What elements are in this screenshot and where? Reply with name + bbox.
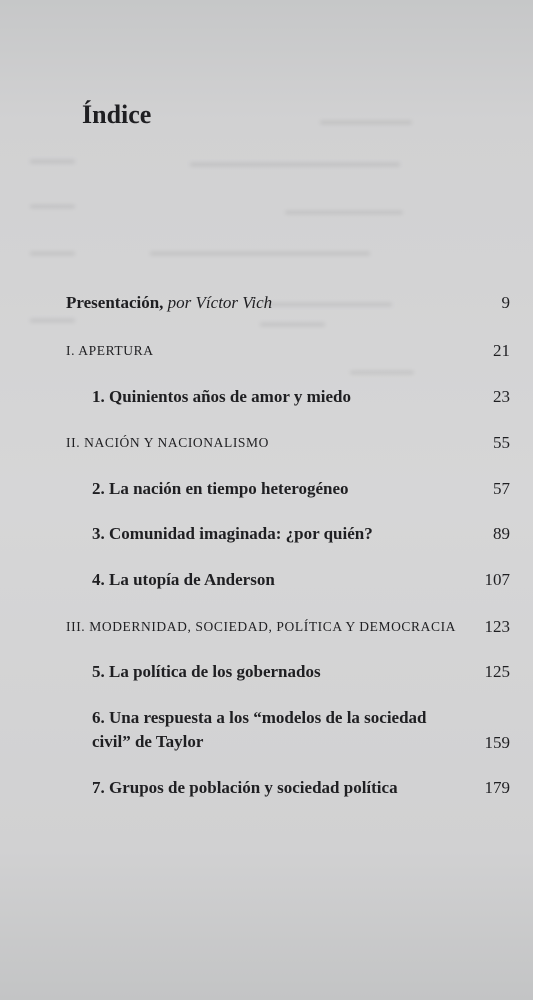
- show-through-line: [30, 160, 75, 163]
- toc-chapter-title: 5. La política de los gobernados: [92, 662, 321, 681]
- toc-part-title: I. APERTURA: [66, 343, 154, 358]
- toc-chapter-title: 2. La nación en tiempo heterogéneo: [92, 479, 349, 498]
- toc-chapter-page-number: 23: [493, 387, 510, 406]
- toc-part-apertura: [66, 340, 510, 362]
- toc-chapter-6: [92, 706, 510, 754]
- toc-part-modernidad: [66, 616, 510, 638]
- toc-chapter-title: 3. Comunidad imaginada: ¿por quién?: [92, 524, 373, 543]
- toc-chapter-page-number: 125: [484, 662, 510, 681]
- show-through-line: [260, 323, 325, 326]
- toc-entry-presentacion-by: por: [167, 293, 192, 312]
- toc-chapter-title: 7. Grupos de población y sociedad política: [92, 778, 398, 797]
- toc-part-nacion: [66, 432, 510, 454]
- toc-entry-title: [66, 292, 272, 314]
- toc-chapter-page-number: 179: [484, 778, 510, 797]
- toc-part-title: III. MODERNIDAD, SOCIEDAD, POLÍTICA Y DEMOCRACIA: [66, 619, 457, 634]
- toc-entry-presentacion-author: Víctor Vich: [195, 293, 273, 312]
- toc-part-title: II. NACIÓN Y NACIONALISMO: [66, 435, 269, 450]
- toc-entry-page-number: 9: [501, 293, 510, 312]
- toc-chapter-page-number: 159: [484, 733, 510, 752]
- show-through-line: [30, 205, 75, 208]
- show-through-line: [150, 252, 370, 255]
- toc-entry-presentacion: [66, 292, 510, 314]
- toc-part-page-number: 123: [484, 617, 510, 636]
- toc-chapter-title-line-2: civil” de Taylor: [92, 732, 204, 751]
- toc-chapter-title-line-1: 6. Una respuesta a los “modelos de la sociedad: [92, 708, 427, 727]
- toc-chapter-5: [92, 661, 510, 683]
- toc-chapter-title: 1. Quinientos años de amor y miedo: [92, 387, 351, 406]
- toc-entry-presentacion-title: Presentación,: [66, 293, 164, 312]
- toc-chapter-title: [92, 706, 452, 754]
- show-through-line: [285, 211, 403, 214]
- toc-chapter-3: [92, 523, 510, 545]
- toc-chapter-page-number: 107: [484, 570, 510, 589]
- toc-chapter-page-number: 89: [493, 524, 510, 543]
- toc-chapter-7: [92, 777, 510, 799]
- show-through-line: [350, 371, 414, 374]
- toc-part-page-number: 21: [493, 341, 510, 360]
- toc-chapter-4: [92, 569, 510, 591]
- show-through-line: [30, 319, 75, 322]
- toc-chapter-title: 4. La utopía de Anderson: [92, 570, 275, 589]
- page-title: Índice: [82, 100, 152, 129]
- toc-chapter-2: [92, 478, 510, 500]
- toc-chapter-page-number: 57: [493, 479, 510, 498]
- toc-chapter-1: [92, 386, 510, 408]
- show-through-line: [320, 121, 412, 124]
- show-through-line: [190, 163, 400, 166]
- show-through-line: [30, 252, 75, 255]
- toc-part-page-number: 55: [493, 433, 510, 452]
